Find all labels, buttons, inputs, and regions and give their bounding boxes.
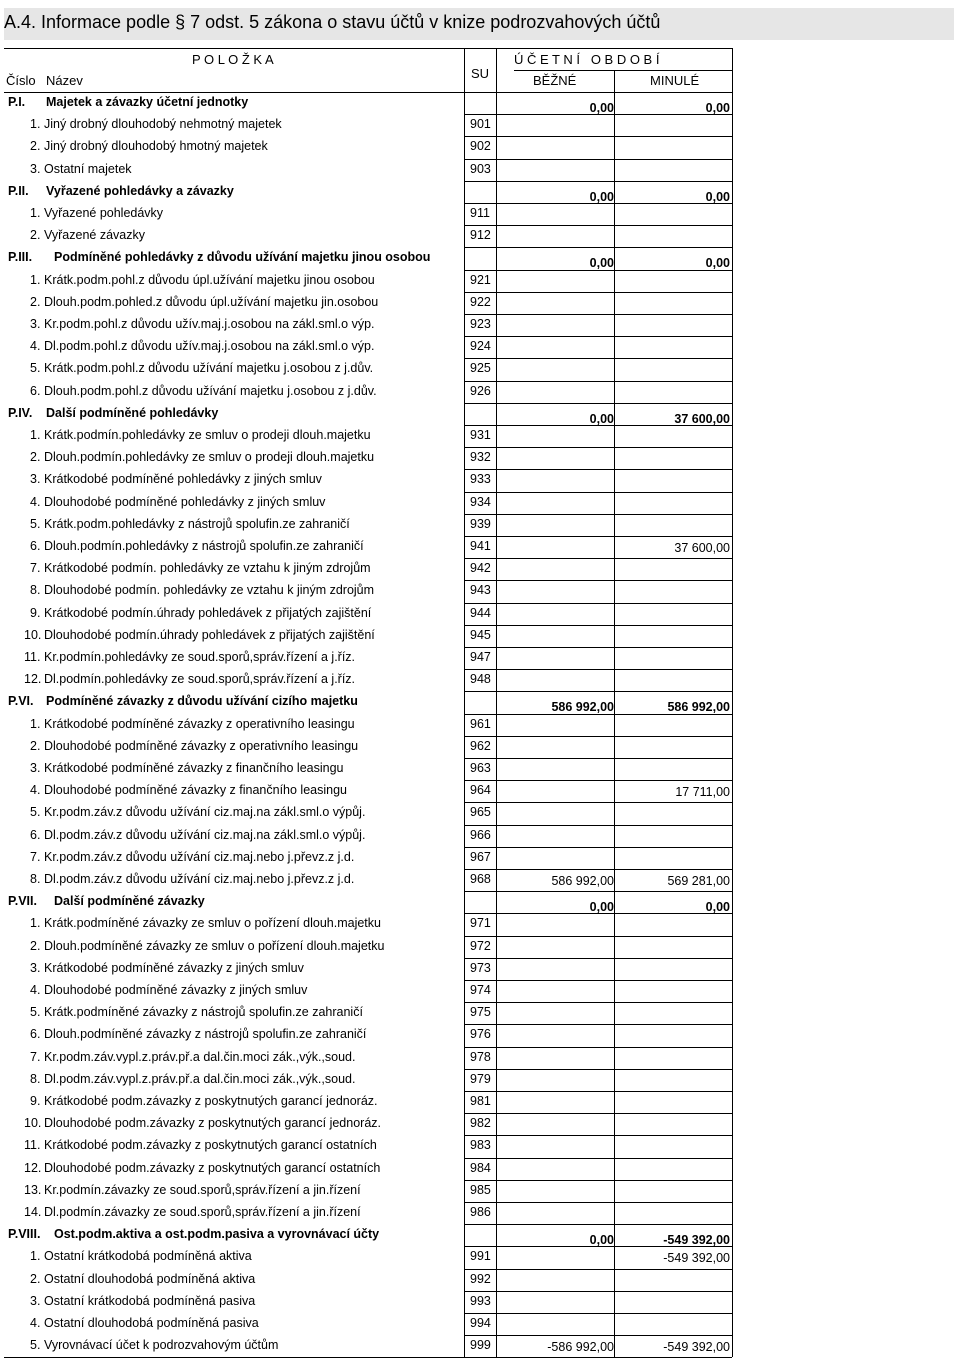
cell-nazev: Podmíněné pohledávky z důvodu užívání majetku jinou osobou (54, 250, 431, 265)
table-row (0, 847, 960, 869)
cell-nazev: Ostatní majetek (44, 161, 132, 176)
header-bezne: BĚŽNÉ (533, 73, 577, 88)
cell-cislo: 3. (30, 317, 41, 331)
table-row (0, 425, 960, 447)
cell-nazev: Dlouhodobé podmíněné závazky z operativního leasingu (44, 738, 359, 753)
cell-nazev: Majetek a závazky účetní jednotky (46, 95, 249, 109)
table-row (0, 802, 960, 824)
cell-su: 939 (470, 516, 491, 531)
cell-cislo: 1. (30, 716, 41, 731)
cell-nazev: Ostatní dlouhodobá podmíněná aktiva (44, 1271, 256, 1286)
cell-cislo: 6. (30, 827, 41, 842)
cell-cislo: 2. (30, 139, 41, 154)
cell-cislo: 4. (30, 494, 41, 509)
cell-nazev: Krátkodobé podmíněné závazky z operativního leasingu (44, 716, 355, 731)
cell-cislo: P.IV. (8, 405, 33, 420)
cell-nazev: Dlouhodobé podmín.úhrady pohledávek z přijatých zajištění (44, 627, 375, 642)
table-row (0, 536, 960, 558)
cell-cislo: 1. (30, 1249, 41, 1264)
cell-nazev: Krátkodobé podmíněné závazky z finančního leasingu (44, 761, 344, 775)
cell-cislo: 14. (24, 1205, 42, 1219)
cell-nazev: Dlouh.podmíněné závazky ze smluv o pořízení dlouh.majetku (44, 938, 385, 953)
table-row (0, 225, 960, 247)
cell-su: 933 (470, 472, 491, 487)
cell-su: 942 (470, 561, 491, 576)
header-cislo: Číslo (6, 73, 36, 88)
cell-cislo: 6. (30, 539, 41, 553)
cell-su: 926 (470, 383, 491, 398)
table-row (0, 669, 960, 691)
cell-su: 979 (470, 1071, 491, 1086)
table-row (0, 980, 960, 1002)
table-row (0, 1135, 960, 1157)
cell-su: 978 (470, 1049, 491, 1064)
cell-su: 934 (470, 494, 491, 509)
cell-cislo: 1. (30, 428, 41, 442)
cell-minule: -549 392,00 (663, 1340, 730, 1355)
cell-minule: 0,00 (705, 256, 730, 271)
cell-cislo: 3. (30, 960, 41, 975)
cell-minule: 37 600,00 (674, 411, 730, 426)
table-row (0, 758, 960, 780)
cell-su: 974 (470, 983, 491, 997)
cell-nazev: Krátk.podm.pohledávky z nástrojů spolufin.ze zahraničí (44, 516, 350, 531)
cell-nazev: Dlouh.podmín.pohledávky ze smluv o prodeji dlouh.majetku (44, 450, 375, 465)
cell-cislo: 5. (30, 1338, 41, 1353)
cell-cislo: P.VIII. (8, 1227, 41, 1242)
cell-bezne: 586 992,00 (551, 874, 614, 888)
cell-cislo: 2. (30, 294, 41, 309)
cell-nazev: Vyřazené pohledávky a závazky (46, 183, 234, 198)
cell-su: 948 (470, 672, 491, 687)
cell-su: 994 (470, 1316, 491, 1330)
cell-cislo: 11. (24, 1138, 41, 1153)
cell-minule: 586 992,00 (667, 700, 730, 715)
grid-line (4, 1357, 732, 1358)
cell-cislo: 1. (30, 916, 41, 931)
cell-nazev: Dl.podm.záv.z důvodu užívání ciz.maj.na zákl.sml.o výpůj. (44, 827, 366, 842)
cell-cislo: 2. (30, 938, 41, 953)
table-row (0, 381, 960, 403)
cell-cislo: 9. (30, 1094, 41, 1108)
cell-su: 976 (470, 1027, 491, 1042)
cell-nazev: Dlouhodobé podmíněné závazky z jiných smluv (44, 983, 308, 997)
cell-nazev: Krátk.podmíněné závazky z nástrojů spolufin.ze zahraničí (44, 1005, 363, 1020)
cell-bezne: 0,00 (589, 900, 614, 915)
cell-su: 921 (470, 272, 491, 287)
cell-nazev: Kr.podmín.závazky ze soud.sporů,správ.řízení a jin.řízení (44, 1182, 361, 1197)
table-row (0, 1313, 960, 1335)
cell-nazev: Vyrovnávací účet k podrozvahovým účtům (44, 1338, 279, 1353)
cell-minule: 0,00 (705, 101, 730, 115)
table-row (0, 603, 960, 625)
table-row (0, 825, 960, 847)
table-row (0, 1291, 960, 1313)
header-minule: MINULÉ (650, 73, 700, 88)
table-row (0, 1113, 960, 1135)
cell-cislo: 10. (24, 627, 42, 642)
cell-nazev: Dl.podmín.závazky ze soud.sporů,správ.řízení a jin.řízení (44, 1205, 361, 1219)
cell-nazev: Dl.podm.záv.vypl.z.práv.př.a dal.čin.moci zák.,výk.,soud. (44, 1071, 356, 1086)
cell-su: 903 (470, 161, 491, 176)
cell-su: 924 (470, 339, 491, 354)
table-row (0, 1024, 960, 1046)
cell-cislo: 13. (24, 1182, 42, 1197)
cell-nazev: Jiný drobný dlouhodobý nehmotný majetek (44, 117, 282, 132)
cell-cislo: 8. (30, 583, 41, 598)
header-nazev: Název (46, 73, 83, 88)
table-row (0, 336, 960, 358)
cell-bezne: 586 992,00 (551, 700, 614, 715)
cell-su: 975 (470, 1005, 491, 1020)
cell-cislo: 3. (30, 761, 41, 775)
cell-cislo: 5. (30, 516, 41, 531)
cell-su: 947 (470, 650, 491, 664)
cell-su: 981 (470, 1094, 491, 1108)
cell-su: 964 (470, 783, 491, 798)
cell-bezne: 0,00 (589, 189, 614, 204)
cell-su: 944 (470, 605, 491, 620)
cell-nazev: Ostatní krátkodobá podmíněná pasiva (44, 1293, 256, 1308)
table-row (0, 203, 960, 225)
cell-su: 923 (470, 317, 491, 331)
cell-su: 991 (470, 1249, 491, 1264)
grid-line (4, 48, 732, 49)
cell-cislo: 6. (30, 1027, 41, 1042)
cell-nazev: Ostatní krátkodobá podmíněná aktiva (44, 1249, 252, 1264)
cell-nazev: Kr.podm.záv.z důvodu užívání ciz.maj.na zákl.sml.o výpůj. (44, 805, 366, 820)
cell-cislo: 3. (30, 161, 41, 176)
section-row (0, 92, 960, 114)
table-row (0, 514, 960, 536)
cell-nazev: Krátkodobé podmín. pohledávky ze vztahu k jiným zdrojům (44, 561, 371, 576)
table-row (0, 913, 960, 935)
cell-cislo: 7. (30, 849, 41, 864)
cell-nazev: Krátkodobé podmíněné pohledávky z jiných smluv (44, 472, 322, 487)
table-row (0, 1047, 960, 1069)
cell-nazev: Ostatní dlouhodobá podmíněná pasiva (44, 1316, 259, 1330)
cell-nazev: Podmíněné závazky z důvodu užívání cizího majetku (46, 694, 358, 709)
cell-cislo: 5. (30, 805, 41, 820)
cell-cislo: 12. (24, 672, 42, 687)
cell-minule: 17 711,00 (675, 785, 730, 800)
cell-cislo: 2. (30, 1271, 41, 1286)
table-row (0, 936, 960, 958)
cell-su: 971 (470, 916, 491, 931)
table-row (0, 647, 960, 669)
header-polozka: P O L O Ž K A (192, 52, 274, 67)
cell-su: 922 (470, 294, 491, 309)
cell-cislo: 2. (30, 228, 41, 243)
section-row (0, 181, 960, 203)
table-row (0, 358, 960, 380)
cell-nazev: Kr.podm.záv.z důvodu užívání ciz.maj.nebo j.převz.z j.d. (44, 849, 355, 864)
cell-nazev: Dlouhodobé podmíněné pohledávky z jiných smluv (44, 494, 326, 509)
cell-bezne: 0,00 (589, 256, 614, 271)
header-su: SU (471, 66, 490, 81)
table-row (0, 447, 960, 469)
cell-nazev: Další podmíněné pohledávky (46, 405, 219, 420)
cell-su: 985 (470, 1182, 491, 1197)
table-row (0, 1069, 960, 1091)
cell-minule: -549 392,00 (663, 1251, 730, 1266)
cell-cislo: 10. (24, 1116, 42, 1131)
cell-nazev: Kr.podm.záv.vypl.z.práv.př.a dal.čin.moci zák.,výk.,soud. (44, 1049, 356, 1064)
cell-cislo: P.I. (8, 95, 26, 109)
table-row (0, 469, 960, 491)
table-row (0, 292, 960, 314)
table-row (0, 625, 960, 647)
cell-nazev: Dlouh.podmín.pohledávky z nástrojů spolufin.ze zahraničí (44, 539, 364, 553)
table-row (0, 492, 960, 514)
table-row (0, 1202, 960, 1224)
cell-nazev: Dlouh.podm.pohled.z důvodu úpl.užívání majetku jin.osobou (44, 294, 379, 309)
cell-nazev: Kr.podm.pohl.z důvodu užív.maj.j.osobou na zákl.sml.o výp. (44, 317, 375, 331)
cell-bezne: -586 992,00 (547, 1340, 614, 1355)
cell-nazev: Krátkodobé podmín.úhrady pohledávek z přijatých zajištění (44, 605, 372, 620)
cell-nazev: Krátk.podm.pohl.z důvodu užívání majetku j.osobou z j.dův. (44, 361, 374, 376)
cell-su: 943 (470, 583, 491, 598)
table-row (0, 136, 960, 158)
section-row (0, 1224, 960, 1246)
table-row (0, 1091, 960, 1113)
cell-cislo: 5. (30, 361, 41, 376)
cell-nazev: Dlouh.podm.pohl.z důvodu užívání majetku j.osobou z j.dův. (44, 383, 377, 398)
grid-line (514, 70, 732, 71)
cell-cislo: 4. (30, 783, 41, 798)
cell-cislo: P.VI. (8, 694, 34, 709)
cell-su: 986 (470, 1205, 491, 1219)
cell-nazev: Ost.podm.aktiva a ost.podm.pasiva a vyrovnávací účty (54, 1227, 380, 1242)
cell-minule: 0,00 (705, 189, 730, 204)
cell-cislo: 2. (30, 450, 41, 465)
cell-su: 963 (470, 761, 491, 775)
cell-cislo: 1. (30, 272, 41, 287)
cell-cislo: P.II. (8, 183, 29, 198)
cell-nazev: Krátkodobé podmíněné závazky z jiných smluv (44, 960, 304, 975)
cell-cislo: 3. (30, 1293, 41, 1308)
cell-cislo: 1. (30, 206, 41, 220)
cell-nazev: Dl.podm.záv.z důvodu užívání ciz.maj.nebo j.převz.z j.d. (44, 872, 355, 886)
cell-nazev: Krátk.podmíněné závazky ze smluv o pořízení dlouh.majetku (44, 916, 381, 931)
table-row (0, 270, 960, 292)
table-row (0, 869, 960, 891)
table-row (0, 1335, 960, 1357)
cell-nazev: Dlouhodobé podmín. pohledávky ze vztahu k jiným zdrojům (44, 583, 375, 598)
cell-minule: 0,00 (705, 900, 730, 915)
table-row (0, 958, 960, 980)
table-row (0, 736, 960, 758)
cell-cislo: 1. (30, 117, 41, 132)
section-row (0, 891, 960, 913)
cell-su: 982 (470, 1116, 491, 1131)
cell-cislo: 6. (30, 383, 41, 398)
cell-cislo: 11. (24, 650, 41, 664)
cell-su: 966 (470, 827, 491, 842)
cell-su: 993 (470, 1293, 491, 1308)
table-row (0, 1269, 960, 1291)
cell-cislo: 7. (30, 561, 41, 576)
cell-su: 965 (470, 805, 491, 820)
cell-su: 984 (470, 1160, 491, 1175)
cell-su: 961 (470, 716, 491, 731)
cell-su: 925 (470, 361, 491, 376)
cell-nazev: Další podmíněné závazky (54, 894, 205, 909)
cell-su: 999 (470, 1338, 491, 1353)
cell-su: 973 (470, 960, 491, 975)
cell-minule: 569 281,00 (667, 874, 730, 888)
cell-su: 931 (470, 428, 491, 442)
cell-su: 945 (470, 627, 491, 642)
cell-cislo: 9. (30, 605, 41, 620)
cell-su: 972 (470, 938, 491, 953)
cell-nazev: Dl.podmín.pohledávky ze soud.sporů,správ.řízení a j.říz. (44, 672, 356, 687)
cell-su: 911 (470, 206, 490, 220)
cell-cislo: 4. (30, 339, 41, 354)
cell-su: 932 (470, 450, 491, 465)
table-row (0, 114, 960, 136)
header-obdobi: Ú Č E T N Í O B D O B Í (514, 52, 660, 67)
table-row (0, 1158, 960, 1180)
cell-bezne: 0,00 (589, 1233, 614, 1248)
cell-cislo: P.III. (8, 250, 33, 265)
cell-cislo: 7. (30, 1049, 41, 1064)
cell-cislo: 2. (30, 738, 41, 753)
cell-nazev: Krátkodobé podm.závazky z poskytnutých garancí jednoráz. (44, 1094, 378, 1108)
section-row (0, 247, 960, 269)
table-row (0, 558, 960, 580)
table-row (0, 1246, 960, 1268)
cell-cislo: 5. (30, 1005, 41, 1020)
page-title (4, 8, 954, 40)
table-row (0, 714, 960, 736)
cell-cislo: 4. (30, 1316, 41, 1330)
cell-bezne: 0,00 (589, 101, 614, 115)
page-title-text: A.4. Informace podle § 7 odst. 5 zákona o stavu účtů v knize podrozvahových účtů (4, 12, 661, 32)
section-row (0, 691, 960, 713)
cell-su: 901 (470, 117, 491, 132)
cell-nazev: Dlouhodobé podm.závazky z poskytnutých garancí jednoráz. (44, 1116, 381, 1131)
cell-nazev: Dlouhodobé podm.závazky z poskytnutých garancí ostatních (44, 1160, 381, 1175)
cell-su: 967 (470, 849, 491, 864)
cell-nazev: Krátk.podmín.pohledávky ze smluv o prodeji dlouh.majetku (44, 428, 371, 442)
cell-su: 902 (470, 139, 491, 154)
section-row (0, 403, 960, 425)
cell-nazev: Dlouh.podmíněné závazky z nástrojů spolufin.ze zahraničí (44, 1027, 367, 1042)
cell-nazev: Krátkodobé podm.závazky z poskytnutých garancí ostatních (44, 1138, 377, 1153)
table-row (0, 580, 960, 602)
cell-su: 912 (470, 228, 491, 243)
cell-su: 962 (470, 738, 491, 753)
cell-minule: -549 392,00 (663, 1233, 730, 1248)
table-row (0, 780, 960, 802)
cell-cislo: P.VII. (8, 894, 37, 909)
cell-nazev: Jiný drobný dlouhodobý hmotný majetek (44, 139, 268, 154)
table-row (0, 314, 960, 336)
cell-cislo: 3. (30, 472, 41, 487)
cell-cislo: 12. (24, 1160, 42, 1175)
table-row (0, 1180, 960, 1202)
cell-nazev: Dlouhodobé podmíněné závazky z finančního leasingu (44, 783, 347, 798)
table-row (0, 1002, 960, 1024)
cell-cislo: 8. (30, 1071, 41, 1086)
cell-cislo: 4. (30, 983, 41, 997)
cell-nazev: Krátk.podm.pohl.z důvodu úpl.užívání majetku jinou osobou (44, 272, 375, 287)
cell-su: 992 (470, 1271, 491, 1286)
cell-nazev: Vyřazené pohledávky (44, 206, 164, 220)
cell-nazev: Vyřazené závazky (44, 228, 145, 243)
cell-cislo: 8. (30, 872, 41, 886)
cell-minule: 37 600,00 (674, 541, 730, 555)
cell-bezne: 0,00 (589, 411, 614, 426)
table-row (0, 159, 960, 181)
cell-nazev: Dl.podm.pohl.z důvodu užív.maj.j.osobou na zákl.sml.o výp. (44, 339, 375, 354)
cell-su: 983 (470, 1138, 491, 1153)
cell-su: 941 (470, 539, 491, 553)
cell-su: 968 (470, 872, 491, 886)
cell-nazev: Kr.podmín.pohledávky ze soud.sporů,správ.řízení a j.říz. (44, 650, 356, 664)
